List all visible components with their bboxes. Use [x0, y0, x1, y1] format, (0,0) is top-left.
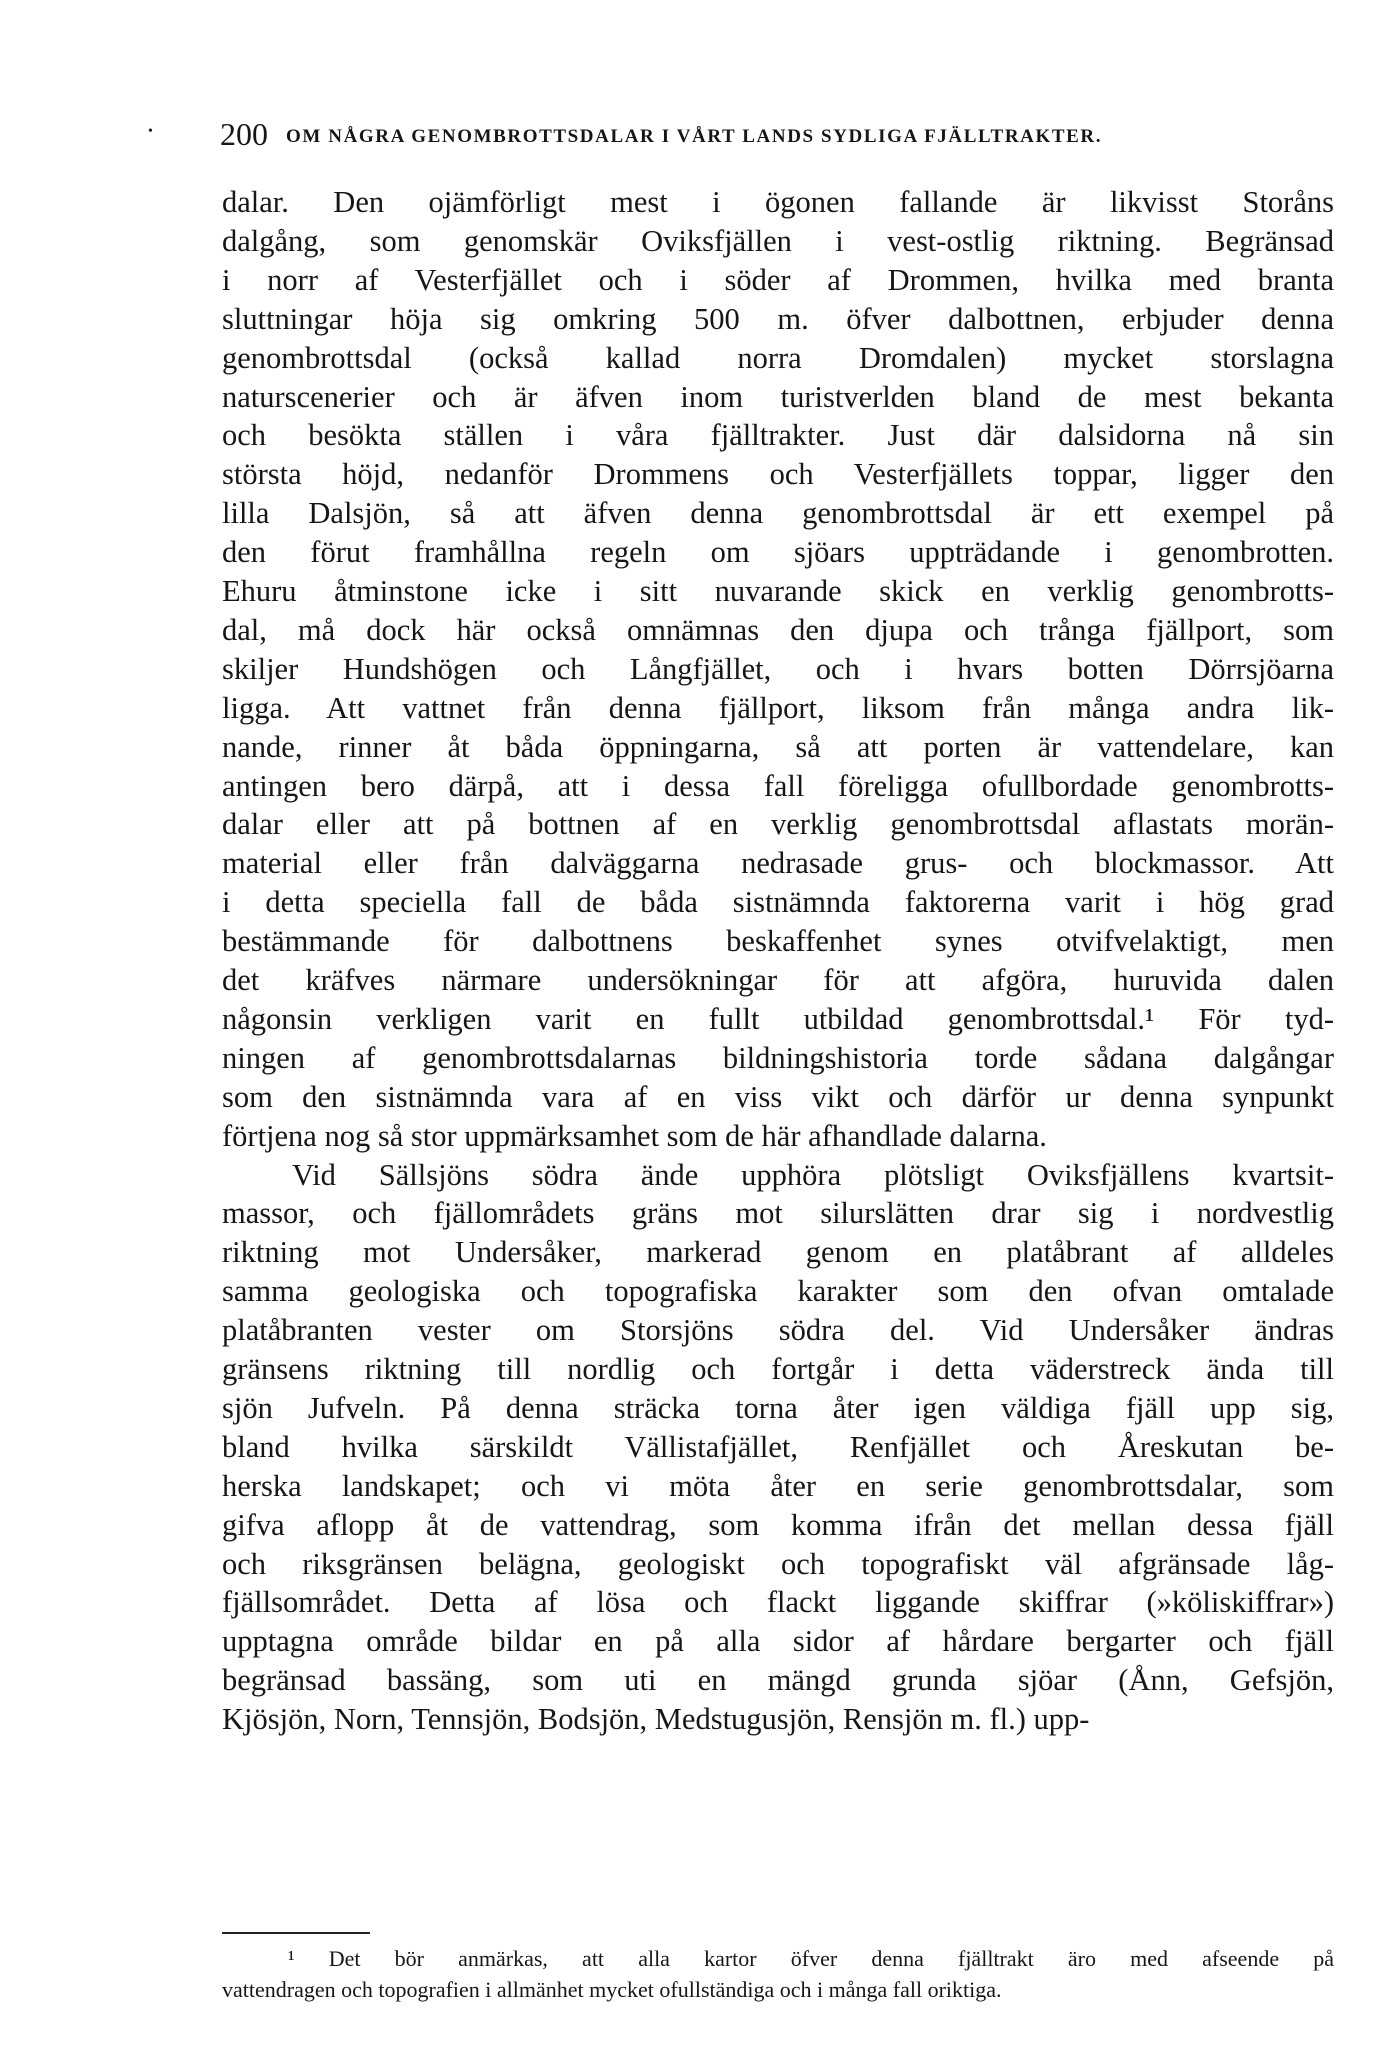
text-line: samma geologiska och topografiska karakter som den ofvan omtalade — [222, 1274, 1334, 1308]
text-line: Vid Sällsjöns södra ände upphöra plötsligt Oviksfjällens kvartsit- — [292, 1158, 1334, 1192]
text-line: bland hvilka särskildt Vällistafjället, Renfjället och Åreskutan be- — [222, 1430, 1334, 1464]
text-line: förtjena nog så stor uppmärksamhet som de här afhandlade dalarna. — [222, 1119, 1047, 1153]
text-line: det kräfves närmare undersökningar för att afgöra, huruvida dalen — [222, 963, 1334, 997]
text-line: lilla Dalsjön, så att äfven denna genombrottsdal är ett exempel på — [222, 496, 1334, 530]
page-number: 200 — [220, 116, 268, 152]
text-line: största höjd, nedanför Drommens och Vesterfjällets toppar, ligger den — [222, 457, 1334, 491]
text-line: material eller från dalväggarna nedrasade grus- och blockmassor. Att — [222, 846, 1334, 880]
text-line: nande, rinner åt båda öppningarna, så att porten är vattendelare, kan — [222, 730, 1334, 764]
text-line: sjön Jufveln. På denna sträcka torna åter igen väldiga fjäll upp sig, — [222, 1391, 1334, 1425]
text-line: Kjösjön, Norn, Tennsjön, Bodsjön, Medstugusjön, Rensjön m. fl.) upp- — [222, 1702, 1090, 1736]
text-line: gifva aflopp åt de vattendrag, som komma ifrån det mellan dessa fjäll — [222, 1508, 1334, 1542]
margin-bullet: • — [148, 124, 154, 139]
text-line: någonsin verkligen varit en fullt utbildad genombrottsdal.¹ För tyd- — [222, 1002, 1334, 1036]
text-line: ningen af genombrottsdalarnas bildningshistoria torde sådana dalgångar — [222, 1041, 1334, 1075]
text-line: dalar eller att på bottnen af en verklig genombrottsdal aflastats morän- — [222, 807, 1334, 841]
text-line: begränsad bassäng, som uti en mängd grunda sjöar (Ånn, Gefsjön, — [222, 1663, 1334, 1697]
text-line: och riksgränsen belägna, geologiskt och topografiskt väl afgränsade låg- — [222, 1547, 1334, 1581]
text-line: antingen bero därpå, att i dessa fall föreligga ofullbordade genombrotts- — [222, 769, 1334, 803]
text-line: naturscenerier och är äfven inom turistverlden bland de mest bekanta — [222, 380, 1334, 414]
text-line: platåbranten vester om Storsjöns södra del. Vid Undersåker ändras — [222, 1313, 1334, 1347]
footnote-rule — [222, 1932, 370, 1934]
text-line: herska landskapet; och vi möta åter en serie genombrottsdalar, som — [222, 1469, 1334, 1503]
text-line: dalar. Den ojämförligt mest i ögonen fallande är likvisst Storåns — [222, 185, 1334, 219]
text-line: gränsens riktning till nordlig och fortgår i detta väderstreck ända till — [222, 1352, 1334, 1386]
text-line: fjällsområdet. Detta af lösa och flackt liggande skiffrar (»köliskiffrar») — [222, 1585, 1334, 1619]
running-title: OM NÅGRA GENOMBROTTSDALAR I VÅRT LANDS SYDLIGA FJÄLLTRAKTER. — [286, 126, 1103, 147]
text-line: dal, må dock här också omnämnas den djupa och trånga fjällport, som — [222, 613, 1334, 647]
text-line: i detta speciella fall de båda sistnämnda faktorerna varit i hög grad — [222, 885, 1334, 919]
text-line: den förut framhållna regeln om sjöars uppträdande i genombrotten. — [222, 535, 1334, 569]
text-line: som den sistnämnda vara af en viss vikt och därför ur denna synpunkt — [222, 1080, 1334, 1114]
text-line: skiljer Hundshögen och Långfjället, och i hvars botten Dörrsjöarna — [222, 652, 1334, 686]
text-line: upptagna område bildar en på alla sidor af hårdare bergarter och fjäll — [222, 1624, 1334, 1658]
text-line: riktning mot Undersåker, markerad genom en platåbrant af alldeles — [222, 1235, 1334, 1269]
text-line: massor, och fjällområdets gräns mot silurslätten drar sig i nordvestlig — [222, 1196, 1334, 1230]
text-line: Ehuru åtminstone icke i sitt nuvarande skick en verklig genombrotts- — [222, 574, 1334, 608]
footnote-line: vattendragen och topografien i allmänhet mycket ofullständiga och i många fall oriktiga. — [222, 1977, 1002, 2002]
text-line: bestämmande för dalbottnens beskaffenhet synes otvifvelaktigt, men — [222, 924, 1334, 958]
footnote-line: ¹ Det bör anmärkas, att alla kartor öfver denna fjälltrakt äro med afseende på — [288, 1946, 1334, 1971]
text-line: ligga. Att vattnet från denna fjällport, liksom från många andra lik- — [222, 691, 1334, 725]
text-line: dalgång, som genomskär Oviksfjällen i vest-ostlig riktning. Begränsad — [222, 224, 1334, 258]
text-line: i norr af Vesterfjället och i söder af Drommen, hvilka med branta — [222, 263, 1334, 297]
text-line: genombrottsdal (också kallad norra Dromdalen) mycket storslagna — [222, 341, 1334, 375]
text-line: och besökta ställen i våra fjälltrakter. Just där dalsidorna nå sin — [222, 418, 1334, 452]
text-line: sluttningar höja sig omkring 500 m. öfver dalbottnen, erbjuder denna — [222, 302, 1334, 336]
